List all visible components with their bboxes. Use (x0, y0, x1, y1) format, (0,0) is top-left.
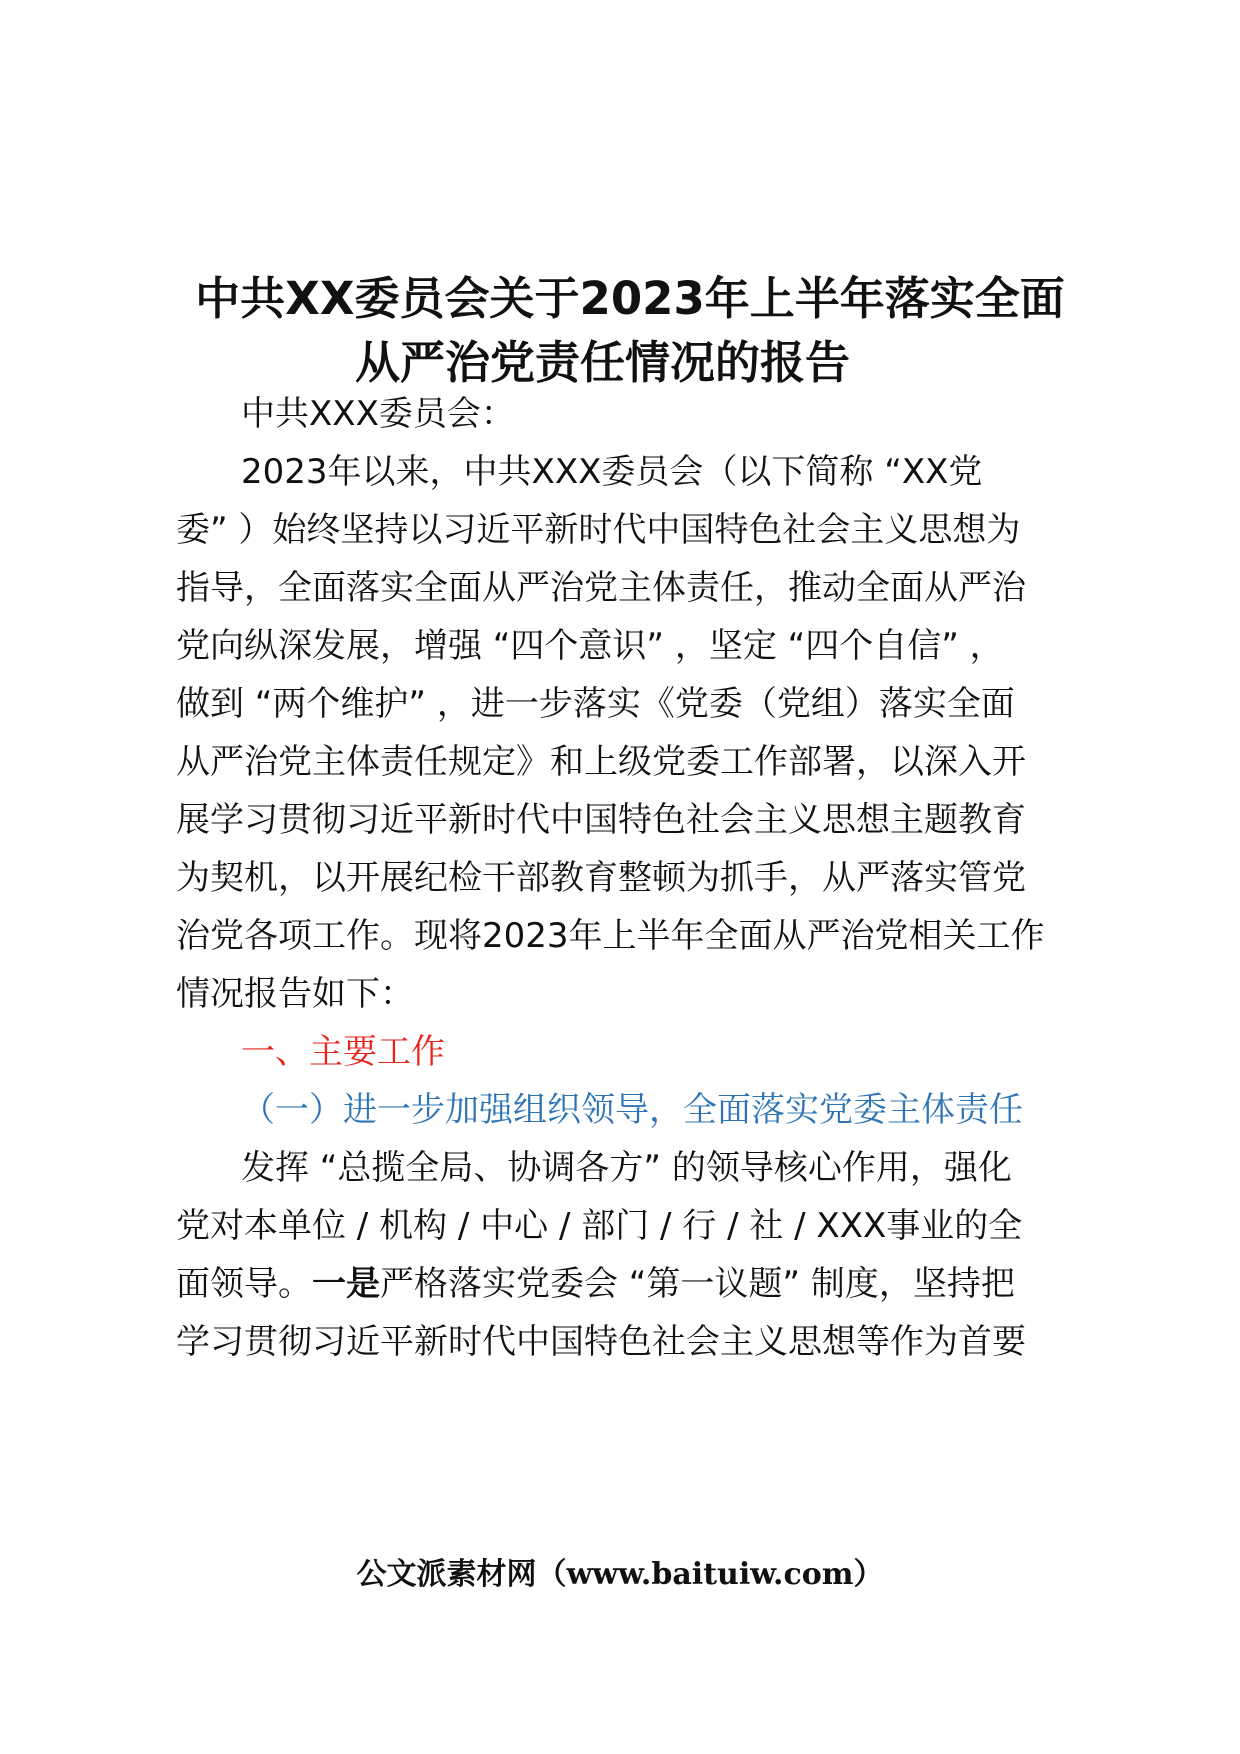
paragraph1-line: 委” ）始终坚持以习近平新时代中国特色社会主义思想为 (176, 510, 1021, 550)
paragraph1-line: 为契机，以开展纪检干部教育整顿为抓手，从严落实管党 (176, 858, 1026, 898)
document-title-line-1: 中共XX委员会关于2023年上半年落实全面 (195, 272, 1065, 325)
paragraph1-line: 党向纵深发展，增强 “四个意识” ，坚定 “四个自信” ， (176, 626, 1004, 666)
paragraph2-line (176, 1260, 1106, 1308)
paragraph2-line3-rest: 严格落实党委会 “第一议题” 制度，坚持把 (380, 1264, 1015, 1304)
paragraph1-line: 治党各项工作。现将2023年上半年全面从严治党相关工作 (176, 916, 1045, 956)
paragraph1-line: 展学习贯彻习近平新时代中国特色社会主义思想主题教育 (176, 800, 1026, 840)
paragraph2-line: 党对本单位 / 机构 / 中心 / 部门 / 行 / 社 / XXX事业的全 (176, 1206, 1023, 1246)
emphasis-first-point: 一是 (312, 1264, 380, 1304)
paragraph1-line: 做到 “两个维护” ，进一步落实《党委（党组）落实全面 (176, 684, 1015, 724)
paragraph1-line: 指导，全面落实全面从严治党主体责任，推动全面从严治 (176, 568, 1026, 608)
section-heading: 一、主要工作 (241, 1032, 445, 1072)
salutation: 中共XXX委员会： (241, 394, 515, 434)
paragraph1-line: 从严治党主体责任规定》和上级党委工作部署，以深入开 (176, 742, 1026, 782)
paragraph2-line: 学习贯彻习近平新时代中国特色社会主义思想等作为首要 (176, 1322, 1026, 1362)
paragraph2-line3-prefix: 面领导。 (176, 1264, 312, 1304)
paragraph2-line: 发挥 “总揽全局、协调各方” 的领导核心作用，强化 (241, 1148, 1012, 1188)
paragraph1-line: 2023年以来，中共XXX委员会（以下简称 “XX党 (241, 452, 983, 492)
footer-source: 公文派素材网（www.baituiw.com） (356, 1557, 884, 1592)
document-title-line-2: 从严治党责任情况的报告 (355, 336, 851, 389)
subsection-heading: （一）进一步加强组织领导，全面落实党委主体责任 (241, 1090, 1023, 1130)
paragraph1-line: 情况报告如下： (176, 974, 414, 1014)
